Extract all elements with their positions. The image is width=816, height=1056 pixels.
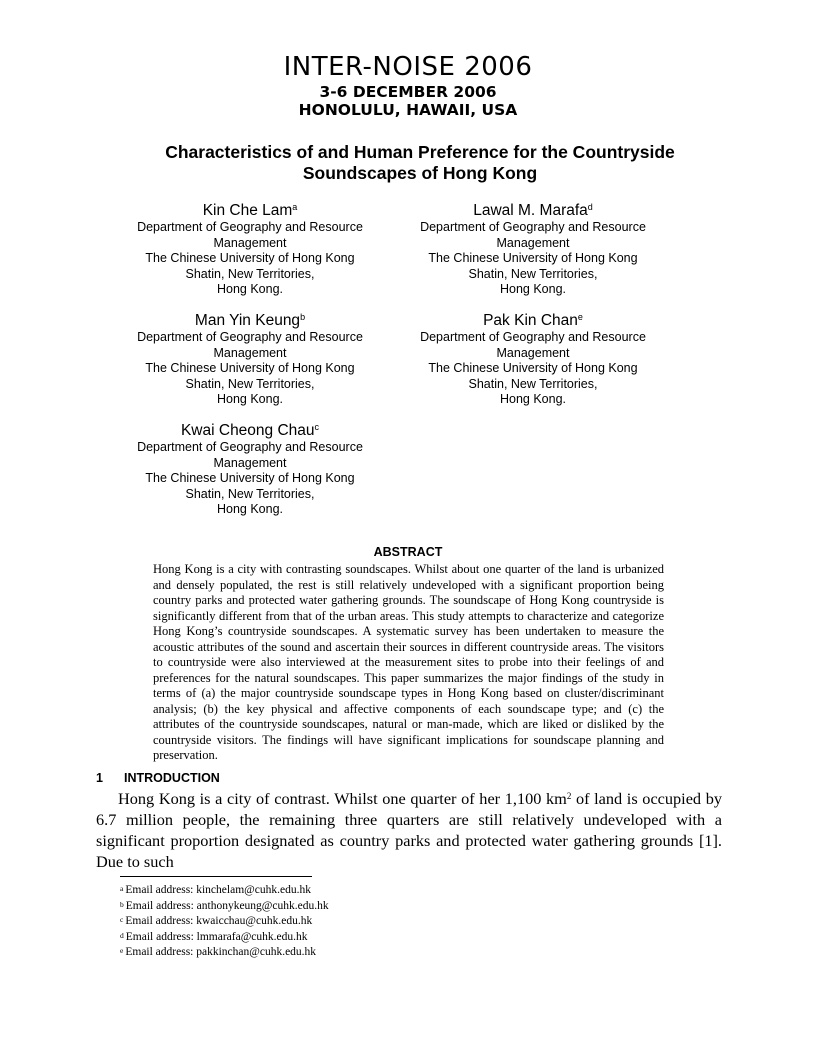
author-name-row — [383, 201, 683, 220]
author-university: The Chinese University of Hong Kong — [145, 471, 355, 485]
author-mark: c — [314, 422, 320, 432]
footnote-item — [120, 930, 520, 946]
intro-text-part2: of land is occupied by 6.7 million people, the remaining three quarters are still relatively undeveloped with a significant proportion designated as country parks and protected water gathering grounds [1]. Due to such — [96, 789, 722, 871]
author-city: Hong Kong. — [216, 282, 284, 296]
author-block-marafa — [383, 201, 683, 298]
author-university: The Chinese University of Hong Kong — [428, 361, 638, 375]
footnote-mark: d — [120, 930, 124, 940]
paper-title-line-1: Characteristics of and Human Preference for the Countryside — [165, 142, 675, 162]
author-dept-cont: Management — [213, 345, 287, 360]
section-title: INTRODUCTION — [124, 771, 220, 785]
author-city: Hong Kong. — [499, 392, 567, 406]
section-heading-introduction — [96, 771, 220, 785]
footnote-text: Email address: lmmarafa@cuhk.edu.hk — [125, 930, 308, 943]
author-city: Hong Kong. — [499, 282, 567, 296]
paper-title — [100, 142, 740, 184]
author-block-chan — [383, 311, 683, 408]
conference-title: INTER-NOISE 2006 — [283, 52, 533, 82]
footnote-text: Email address: anthonykeung@cuhk.edu.hk — [125, 899, 329, 912]
author-name: Kwai Cheong Chau — [180, 422, 315, 439]
author-name-row — [100, 421, 400, 440]
author-district: Shatin, New Territories, — [468, 266, 598, 281]
footnote-mark: b — [120, 899, 124, 909]
author-district: Shatin, New Territories, — [468, 376, 598, 391]
author-district: Shatin, New Territories, — [185, 376, 315, 391]
author-dept-cont: Management — [496, 235, 570, 250]
footnote-mark: c — [120, 915, 124, 924]
author-dept-cont: Management — [496, 345, 570, 360]
intro-superscript: 2 — [566, 791, 572, 801]
author-city: Hong Kong. — [216, 502, 284, 516]
footnote-divider — [120, 876, 312, 877]
author-block-keung — [100, 311, 400, 408]
footnote-mark: e — [120, 946, 124, 955]
author-dept: Department of Geography and Resource — [137, 220, 363, 234]
author-name: Pak Kin Chan — [483, 312, 578, 329]
author-dept: Department of Geography and Resource — [420, 220, 646, 234]
footnotes — [120, 883, 520, 961]
author-block-chau — [100, 421, 400, 518]
abstract-heading: ABSTRACT — [373, 545, 443, 559]
author-name-row — [100, 311, 400, 330]
author-mark: d — [587, 202, 593, 212]
footnote-text: Email address: kwaicchau@cuhk.edu.hk — [125, 915, 313, 927]
footnote-item — [120, 899, 520, 915]
abstract-text: Hong Kong is a city with contrasting soundscapes. Whilst about one quarter of the land is urbanized and densely populated, the rest is still relatively undeveloped with a significant proportion being country parks and protected water gathering grounds. The soundscape of Hong Kong countryside is significantly different from that of the urban areas. This study attempts to characterize and categorize Hong Kong’s countryside soundscapes. A systematic survey has been undertaken to measure the acoustic attributes of the sound and ascertain their sources in different countryside areas. The visitors to countryside were also interviewed at the measurement sites to probe into their feelings of and preferences for the natural soundscapes. This paper summarizes the major findings of the study in terms of (a) the major countryside soundscape types in Hong Kong based on cluster/discriminant analysis; (b) the key physical and affective components of each soundscape type; and (c) the attributes of the countryside soundscapes, natural or man-made, which are liked or disliked by the countryside visitors. The findings will have significant implications for soundscape planning and preservation. — [153, 562, 664, 762]
author-university: The Chinese University of Hong Kong — [145, 251, 355, 265]
author-name: Kin Che Lam — [202, 202, 293, 219]
paper-title-line-2: Soundscapes of Hong Kong — [302, 163, 538, 183]
section-number: 1 — [96, 771, 103, 785]
author-dept-cont: Management — [213, 235, 287, 250]
author-mark: b — [300, 312, 306, 322]
footnote-text: Email address: kinchelam@cuhk.edu.hk — [125, 884, 311, 896]
author-name-row — [100, 201, 400, 220]
author-district: Shatin, New Territories, — [185, 266, 315, 281]
author-dept: Department of Geography and Resource — [137, 440, 363, 454]
conference-dates: 3-6 DECEMBER 2006 — [319, 83, 497, 101]
author-name: Man Yin Keung — [194, 312, 301, 329]
author-mark: e — [577, 312, 583, 322]
footnote-item — [120, 945, 520, 961]
footnote-mark: a — [120, 884, 124, 893]
author-dept: Department of Geography and Resource — [420, 330, 646, 344]
footnote-item — [120, 883, 520, 899]
conference-location: HONOLULU, HAWAII, USA — [298, 101, 518, 119]
footnote-text: Email address: pakkinchan@cuhk.edu.hk — [125, 946, 317, 958]
author-district: Shatin, New Territories, — [185, 486, 315, 501]
author-block-lam — [100, 201, 400, 298]
author-university: The Chinese University of Hong Kong — [145, 361, 355, 375]
author-city: Hong Kong. — [216, 392, 284, 406]
introduction-paragraph — [96, 788, 722, 872]
author-university: The Chinese University of Hong Kong — [428, 251, 638, 265]
author-mark: a — [292, 202, 298, 212]
author-name-row — [383, 311, 683, 330]
author-name: Lawal M. Marafa — [473, 202, 588, 219]
author-dept-cont: Management — [213, 455, 287, 470]
author-dept: Department of Geography and Resource — [137, 330, 363, 344]
footnote-item — [120, 914, 520, 930]
intro-text-part1: Hong Kong is a city of contrast. Whilst one quarter of her 1,100 km — [118, 789, 567, 808]
